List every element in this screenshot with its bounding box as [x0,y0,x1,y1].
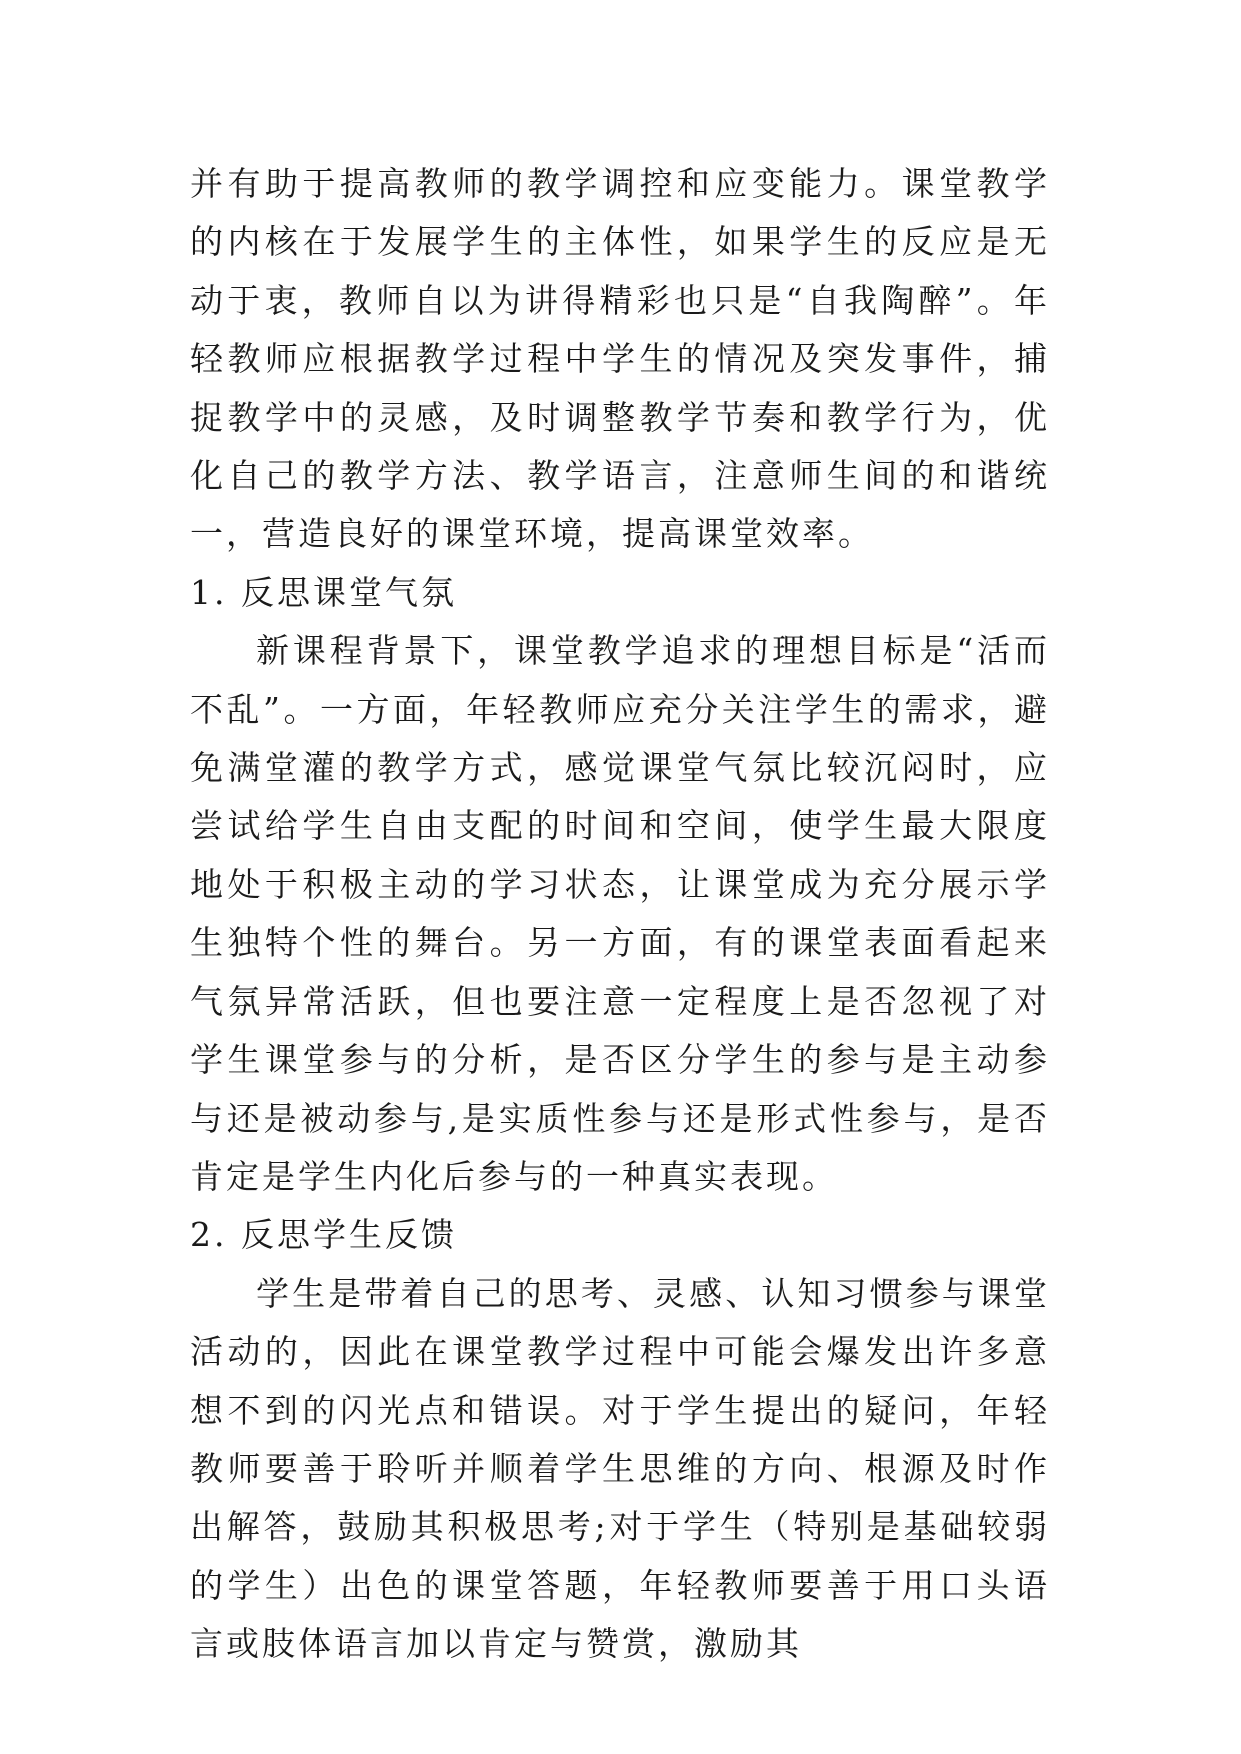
paragraph-continued: 并有助于提高教师的教学调控和应变能力。课堂教学的内核在于发展学生的主体性，如果学生的反应是无动于衷，教师自以为讲得精彩也只是“自我陶醉”。年轻教师应根据教学过程中学生的情况及突发事件，捕捉教学中的灵感，及时调整教学节奏和教学行为，优化自己的教学方法、教学语言，注意师生间的和谐统一，营造良好的课堂环境，提高课堂效率。 [190,164,1050,554]
paragraph-classroom-atmosphere: 新课程背景下，课堂教学追求的理想目标是“活而不乱”。一方面，年轻教师应充分关注学生的需求，避免满堂灌的教学方式，感觉课堂气氛比较沉闷时，应尝试给学生自由支配的时间和空间，使学生最大限度地处于积极主动的学习状态，让课堂成为充分展示学生独特个性的舞台。另一方面，有的课堂表面看起来气氛异常活跃，但也要注意一定程度上是否忽视了对学生课堂参与的分析，是否区分学生的参与是主动参与还是被动参与,是实质性参与还是形式性参与，是否肯定是学生内化后参与的一种真实表现。 [190,631,1050,1196]
section-heading-classroom-atmosphere: 1. 反思课堂气氛 [190,572,457,612]
section-heading-student-feedback: 2. 反思学生反馈 [190,1215,457,1255]
paragraph-student-feedback: 学生是带着自己的思考、灵感、认知习惯参与课堂活动的，因此在课堂教学过程中可能会爆发出许多意想不到的闪光点和错误。对于学生提出的疑问，年轻教师要善于聆听并顺着学生思维的方向、根源及时作出解答，鼓励其积极思考;对于学生（特别是基础较弱的学生）出色的课堂答题，年轻教师要善于用口头语言或肢体语言加以肯定与赞赏，激励其 [190,1273,1050,1664]
document-body [190,155,1050,1674]
